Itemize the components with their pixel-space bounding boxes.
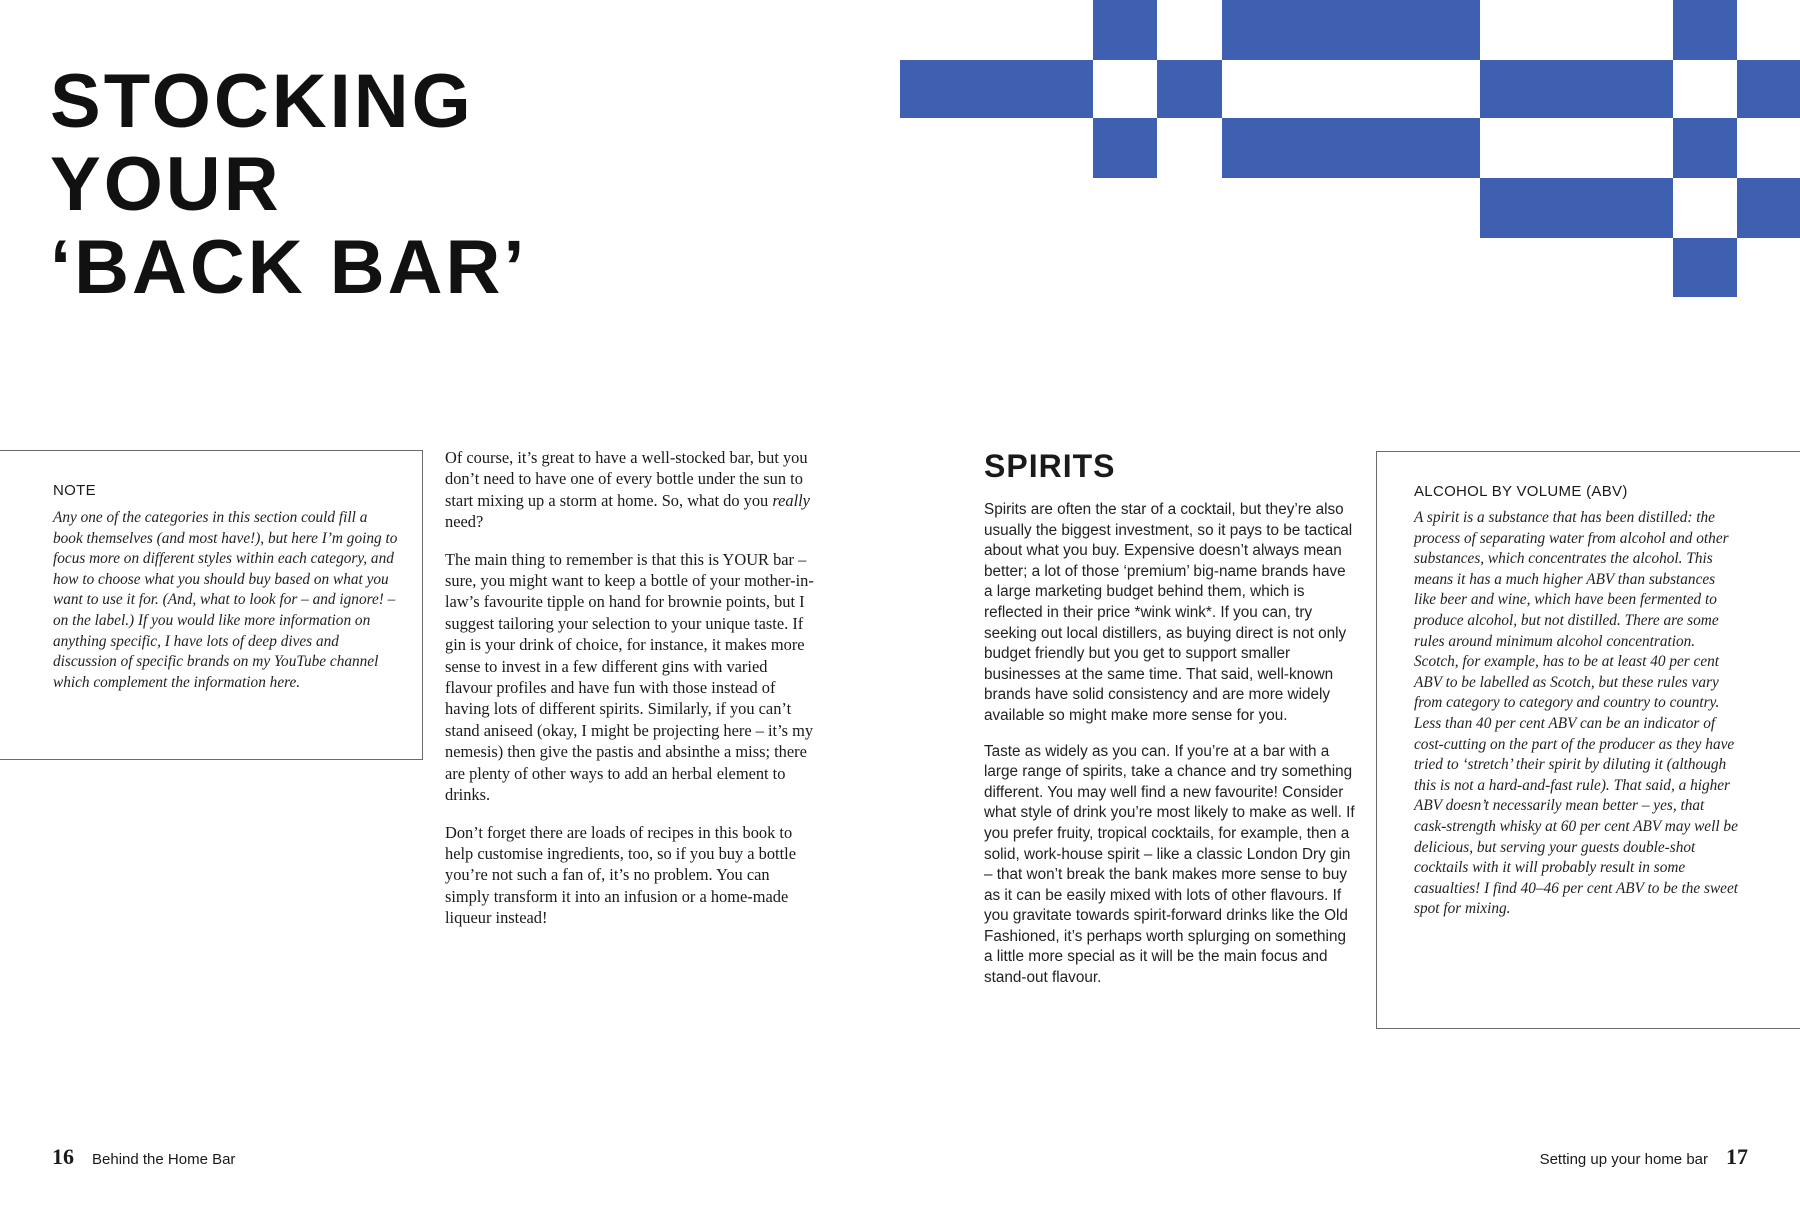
- note-text: Any one of the categories in this section could fill a book themselves (and most have!), but here I’m going to focus more on different styles within each category, and how to choose what you should buy based on what you want to use it for. (And, what to look for – and ignore! – on the label.) If you would like more information on anything specific, I have lots of deep dives and discussion of specific brands on my YouTube channel which complement the information here.: [53, 509, 398, 691]
- intro-column: [445, 447, 815, 945]
- spirits-paragraph-2: Taste as widely as you can. If you’re at a bar with a large range of spirits, take a chance and try something different. You may well find a new favourite! Consider what style of drink you’re most likely to make as well. If you prefer fruity, tropical cocktails, for example, then a solid, work-house spirit – like a classic London Dry gin – that won’t break the bank makes more sense to buy as it can be easily mixed with lots of other flavours. If you gravitate towards spirit-forward drinks like the Old Fashioned, it’s perhaps worth splurging on something a little more special as it will be the main focus and stand-out flavour.: [984, 742, 1355, 987]
- running-head-right: Setting up your home bar: [1539, 1151, 1708, 1168]
- intro-paragraph-2: The main thing to remember is that this is YOUR bar – sure, you might want to keep a bottle of your mother-in-law’s favourite tipple on hand for brownie points, but I suggest tailoring your selection to your unique taste. If gin is your drink of choice, for instance, it makes more sense to invest in a few different gins with varied flavour profiles and have fun with those instead of having lots of different spirits. Similarly, if you can’t stand aniseed (okay, I might be projecting here – it’s my nemesis) then give the pastis and absinthe a miss; there are plenty of other ways to add an herbal element to drinks.: [445, 549, 814, 805]
- title-line-2: YOUR: [50, 142, 282, 227]
- intro-p1-text: Of course, it’s great to have a well-stocked bar, but you don’t need to have one of every bottle under the sun to start mixing up a storm at home. So, what do you: [445, 448, 808, 510]
- intro-p1-end: need?: [445, 512, 484, 532]
- spirits-column: [984, 500, 1356, 1004]
- intro-emphasis: really: [772, 490, 810, 510]
- spirits-heading: SPIRITS: [984, 448, 1116, 484]
- page-number-left: 16: [52, 1144, 74, 1169]
- running-head-left: Behind the Home Bar: [92, 1151, 236, 1168]
- page-number-right: 17: [1726, 1144, 1748, 1169]
- title-line-3: ‘BACK BAR’: [50, 225, 528, 310]
- page-title: [50, 60, 528, 309]
- footer-right: [1540, 1144, 1748, 1170]
- abv-text: A spirit is a substance that has been distilled: the process of separating water from alcohol and other substances, which concentrates the alcohol. This means it has a much higher ABV than substances like beer and wine, which have been fermented to produce alcohol, but not distilled. There are some rules around minimum alcohol concentration. Scotch, for example, has to be at least 40 per cent ABV to be labelled as Scotch, but these rules vary from category to category and country to country. Less than 40 per cent ABV can be an indicator of cost-cutting on the part of the producer as they have tried to ‘stretch’ their spirit by diluting it (although this is not a hard-and-fast rule). That said, a higher ABV doesn’t necessarily mean better – yes, that cask-strength whisky at 60 per cent ABV may well be delicious, but serving your guests double-shot cocktails with it will probably result in some casualties! I find 40–46 per cent ABV to be the sweet spot for mixing.: [1414, 509, 1739, 918]
- footer-left: [52, 1144, 235, 1170]
- note-label: NOTE: [53, 482, 96, 499]
- intro-paragraph-3: Don’t forget there are loads of recipes in this book to help customise ingredients, too, so if you buy a bottle you’re not such a fan of, it’s no problem. You can simply transform it into an infusion or a home-made liqueur instead!: [445, 822, 796, 928]
- title-line-1: STOCKING: [50, 59, 474, 144]
- intro-paragraph-1: [445, 447, 815, 533]
- abv-label: ALCOHOL BY VOLUME (ABV): [1414, 483, 1628, 500]
- spirits-paragraph-1: Spirits are often the star of a cocktail, but they’re also usually the biggest investment, so it pays to be tactical about what you buy. Expensive doesn’t always mean better; a lot of those ‘premium’ big-name brands have a large marketing budget behind them, which is reflected in their price *wink wink*. If you can, try seeking out local distillers, as buying direct is not only budget friendly but you get to support smaller businesses at the same time. That said, well-known brands have solid consistency and are more widely available so might make more sense for you.: [984, 501, 1353, 724]
